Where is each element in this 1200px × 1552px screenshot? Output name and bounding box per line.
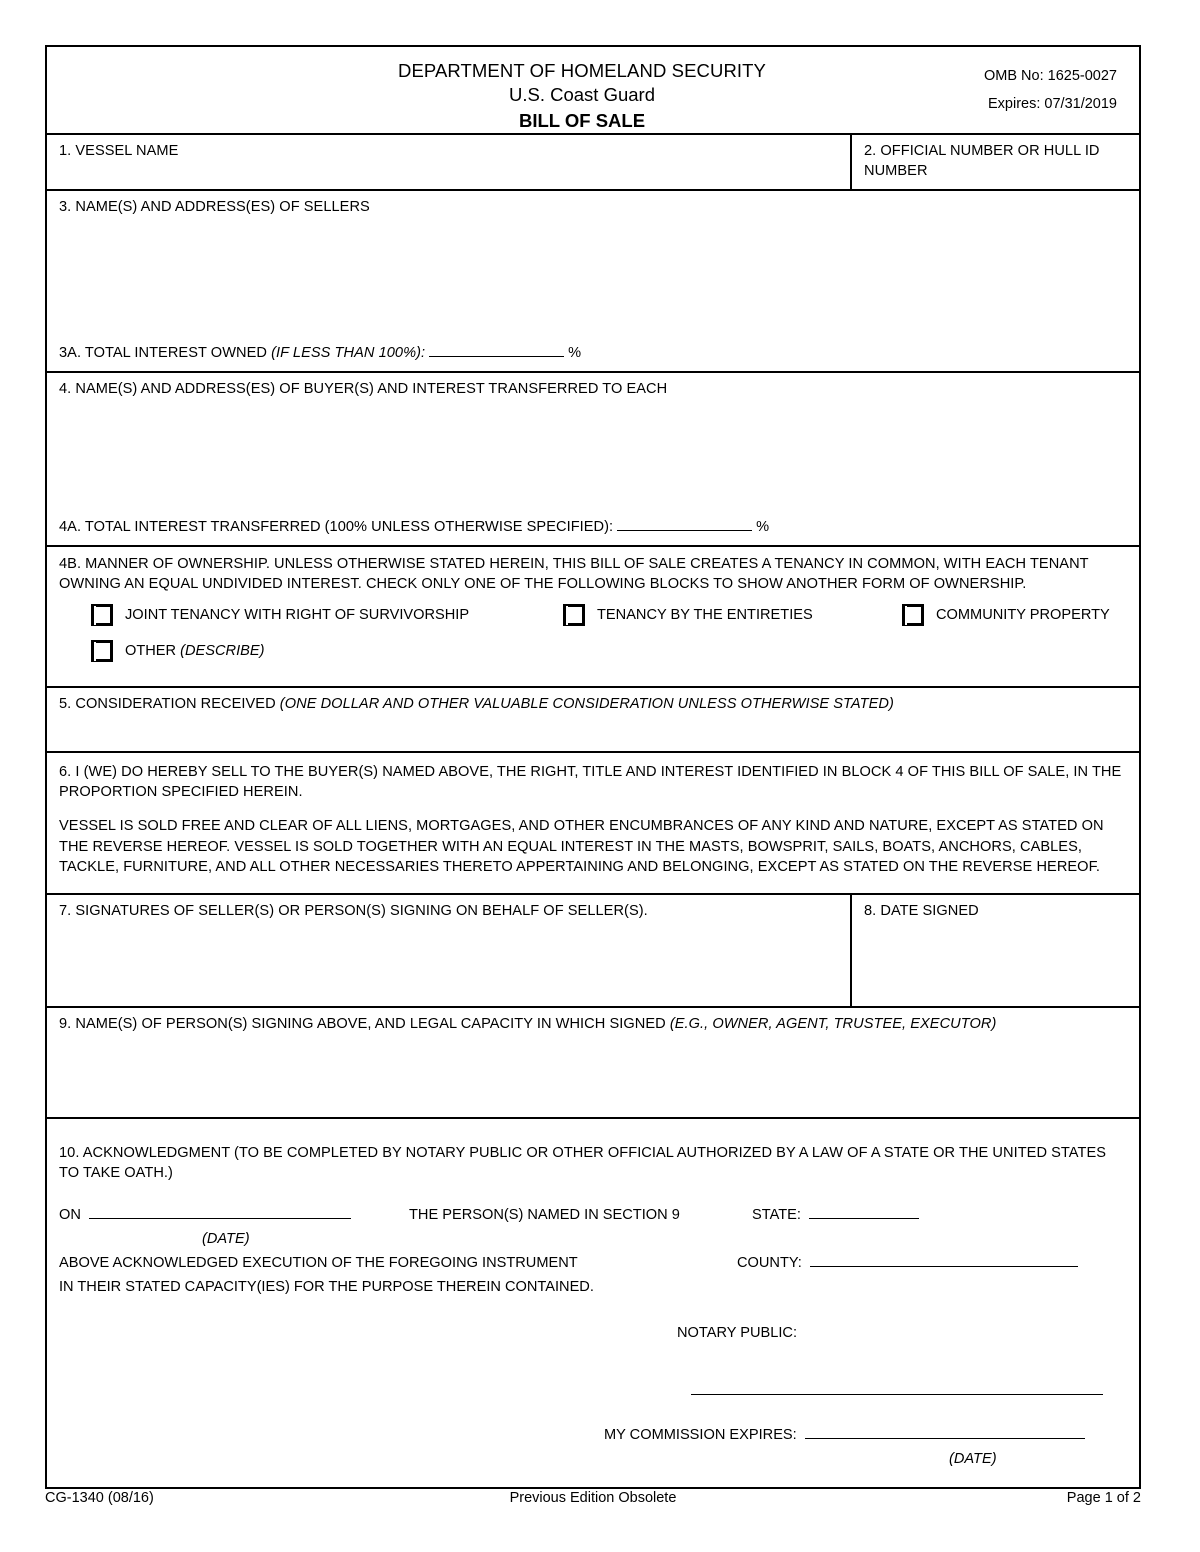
block-6-paragraph-1: 6. I (WE) DO HEREBY SELL TO THE BUYER(S) NAMED ABOVE, THE RIGHT, TITLE AND INTEREST IDENTIFIED IN BLOCK 4 OF THIS BILL OF SALE, IN THE PROPORTION SPECIFIED HEREIN.: [59, 764, 1122, 801]
block-4a-label: 4A. TOTAL INTEREST TRANSFERRED (100% UNLESS OTHERWISE SPECIFIED):: [59, 519, 614, 536]
header-left-spacer: [47, 47, 347, 133]
checkbox-other-text: OTHER: [125, 643, 181, 660]
row-block-6: [47, 753, 1139, 895]
block-4-buyers[interactable]: [47, 373, 1139, 545]
block-10-commission-field: [604, 1425, 1085, 1445]
checkbox-icon[interactable]: [91, 604, 113, 626]
block-10-acknowledgment: [47, 1143, 1139, 1487]
footer-page-number: Page 1 of 2: [1066, 1490, 1141, 1506]
block-10-county-label: COUNTY:: [737, 1255, 802, 1272]
block-10-commission-label: MY COMMISSION EXPIRES:: [604, 1427, 797, 1444]
checkbox-label: JOINT TENANCY WITH RIGHT OF SURVIVORSHIP: [125, 607, 470, 624]
row-block-1-2: [47, 135, 1139, 191]
block-9-label-text: 9. NAME(S) OF PERSON(S) SIGNING ABOVE, AND LEGAL CAPACITY IN WHICH SIGNED: [59, 1016, 670, 1033]
block-10-acknowledgment-fields: [59, 1205, 1129, 1305]
branch-name: U.S. Coast Guard: [508, 83, 655, 105]
block-2-label: 2. OFFICIAL NUMBER OR HULL ID NUMBER: [864, 143, 1100, 180]
block-10-county-line[interactable]: [810, 1266, 1078, 1267]
block-4b-options-row-2: [59, 640, 1129, 676]
block-7-signatures[interactable]: [47, 895, 852, 1006]
block-10-label: 10. ACKNOWLEDGMENT (TO BE COMPLETED BY NOTARY PUBLIC OR OTHER OFFICIAL AUTHORIZED BY A LAW OF A STATE OR THE UNITED STATES TO TAKE OATH.): [59, 1145, 1107, 1182]
block-10-notary-label: NOTARY PUBLIC:: [677, 1325, 798, 1342]
block-9-label: [59, 1014, 1129, 1034]
bill-of-sale-form: [45, 45, 1141, 1489]
form-title: BILL OF SALE: [518, 109, 646, 131]
checkbox-icon[interactable]: [902, 604, 924, 626]
block-6-paragraph-2: VESSEL IS SOLD FREE AND CLEAR OF ALL LIENS, MORTGAGES, AND OTHER ENCUMBRANCES OF ANY KIND AND NATURE, EXCEPT AS STATED ON THE REVERSE HEREOF. VESSEL IS SOLD TOGETHER WITH AN EQUAL INTEREST IN THE MASTS, BOWSPRIT, SAILS, BOATS, ANCHORS, CABLES, TACKLE, FURNITURE, AND ALL OTHER NECESSARIES THERETO APPERTAINING AND BELONGING, EXCEPT AS STATED ON THE REVERSE HEREOF.: [59, 818, 1104, 875]
block-4b-paragraph: 4B. MANNER OF OWNERSHIP. UNLESS OTHERWISE STATED HEREIN, THIS BILL OF SALE CREATES A TENANCY IN COMMON, WITH EACH TENANT OWNING AN EQUAL UNDIVIDED INTEREST. CHECK ONLY ONE OF THE FOLLOWING BLOCKS TO SHOW ANOTHER FORM OF OWNERSHIP.: [59, 556, 1089, 593]
checkbox-other-describe: (DESCRIBE): [180, 643, 265, 660]
block-10-on-date-line[interactable]: [89, 1218, 351, 1219]
row-block-4: [47, 373, 1139, 547]
block-4a-input-line[interactable]: [617, 530, 752, 531]
block-5-label-italic: (ONE DOLLAR AND OTHER VALUABLE CONSIDERATION UNLESS OTHERWISE STATED): [279, 696, 894, 713]
block-10-ack-line-2: IN THEIR STATED CAPACITY(IES) FOR THE PURPOSE THEREIN CONTAINED.: [59, 1279, 594, 1296]
block-10-on-field: [59, 1205, 351, 1225]
header-titles: [347, 47, 817, 133]
block-10-state-label: STATE:: [752, 1207, 801, 1224]
block-3a-percent: %: [568, 345, 582, 362]
checkbox-icon[interactable]: [563, 604, 585, 626]
row-block-3: [47, 191, 1139, 373]
checkbox-icon[interactable]: [91, 640, 113, 662]
omb-number: OMB No: 1625-0027: [984, 68, 1117, 84]
block-3-label: 3. NAME(S) AND ADDRESS(ES) OF SELLERS: [59, 199, 370, 216]
block-6-sale-terms: [47, 753, 1139, 893]
checkbox-other[interactable]: [91, 640, 264, 662]
checkbox-label: COMMUNITY PROPERTY: [936, 607, 1110, 624]
block-9-names-capacity[interactable]: [47, 1008, 1139, 1117]
block-3a-input-line[interactable]: [429, 356, 564, 357]
block-1-vessel-name[interactable]: [47, 135, 852, 189]
checkbox-tenancy-by-entireties[interactable]: [563, 604, 813, 626]
row-block-9: [47, 1008, 1139, 1119]
block-10-county-field: [737, 1253, 1078, 1273]
block-3-sellers[interactable]: [47, 191, 1139, 371]
block-4-label: 4. NAME(S) AND ADDRESS(ES) OF BUYER(S) AND INTEREST TRANSFERRED TO EACH: [59, 381, 668, 398]
row-block-10: [47, 1143, 1139, 1487]
block-10-notary-signature-line[interactable]: [691, 1381, 1103, 1401]
block-7-label: 7. SIGNATURES OF SELLER(S) OR PERSON(S) SIGNING ON BEHALF OF SELLER(S).: [59, 903, 648, 920]
block-10-commission-line[interactable]: [805, 1438, 1085, 1439]
agency-name: DEPARTMENT OF HOMELAND SECURITY: [397, 60, 766, 81]
block-5-label-text: 5. CONSIDERATION RECEIVED: [59, 696, 280, 713]
block-8-label: 8. DATE SIGNED: [864, 903, 979, 920]
page-footer: [45, 1490, 1141, 1506]
checkbox-community-property[interactable]: [902, 604, 1110, 626]
checkbox-label: [125, 643, 264, 659]
block-4b-options-row-1: [59, 604, 1129, 640]
row-block-4b: [47, 547, 1139, 688]
form-header-row: [47, 47, 1139, 135]
block-10-state-line[interactable]: [809, 1218, 919, 1219]
checkbox-label: TENANCY BY THE ENTIRETIES: [597, 607, 813, 624]
block-10-state-field: [752, 1205, 919, 1225]
footer-edition-note: Previous Edition Obsolete: [509, 1490, 677, 1506]
block-8-date-signed[interactable]: [852, 895, 1139, 1006]
block-5-label: [59, 694, 1129, 714]
block-4a-percent: %: [756, 519, 770, 536]
block-10-notary-fields: [59, 1323, 1129, 1468]
checkbox-joint-tenancy[interactable]: [91, 604, 469, 626]
block-4b-manner-of-ownership: [47, 547, 1139, 686]
row-block-7-8: [47, 895, 1139, 1008]
block-5-consideration-received[interactable]: [47, 688, 1139, 751]
row-block-5: [47, 688, 1139, 753]
block-10-ack-line-1: ABOVE ACKNOWLEDGED EXECUTION OF THE FOREGOING INSTRUMENT: [59, 1255, 578, 1272]
block-3a-label-italic: (IF LESS THAN 100%):: [271, 345, 426, 362]
block-2-official-number[interactable]: [852, 135, 1139, 189]
block-10-date-caption: (DATE): [202, 1231, 250, 1248]
block-4a-total-interest-transferred: [59, 517, 769, 537]
block-10-person-named: THE PERSON(S) NAMED IN SECTION 9: [409, 1207, 680, 1224]
block-10-commission-date-caption: (DATE): [949, 1451, 997, 1468]
footer-form-number: CG-1340 (08/16): [45, 1490, 154, 1506]
header-omb-block: [817, 47, 1139, 133]
block-3a-total-interest-owned: [59, 343, 581, 363]
block-10-on-label: ON: [59, 1207, 81, 1224]
omb-expiration: Expires: 07/31/2019: [988, 95, 1117, 112]
block-9-label-italic: (E.G., OWNER, AGENT, TRUSTEE, EXECUTOR): [669, 1016, 997, 1033]
block-1-label: 1. VESSEL NAME: [59, 143, 179, 160]
block-3a-label: 3A. TOTAL INTEREST OWNED: [59, 345, 272, 362]
